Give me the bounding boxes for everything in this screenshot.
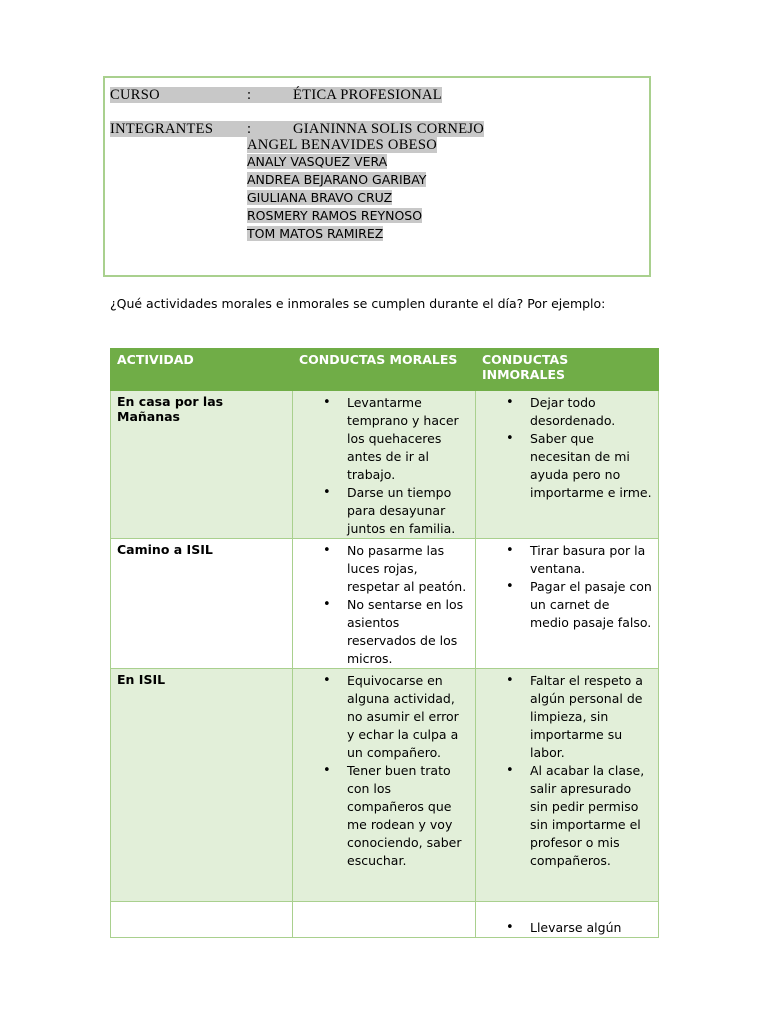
member-row <box>247 226 383 242</box>
table-row <box>111 902 659 938</box>
member-row <box>247 190 392 206</box>
member-name: TOM MATOS RAMIREZ <box>247 226 384 241</box>
member-row <box>247 172 426 188</box>
member-name: ROSMERY RAMOS REYNOSO <box>247 208 423 223</box>
list-item: • Dejar todo desordenado. <box>476 394 652 430</box>
member-name: GIULIANA BRAVO CRUZ <box>247 190 393 205</box>
integrantes-row <box>110 121 484 137</box>
activity-cell: En ISIL <box>111 669 293 902</box>
member-name: GIANINNA SOLIS CORNEJO <box>293 121 485 137</box>
list-item: • Saber que necesitan de mi ayuda pero no importarme e irme. <box>476 430 652 502</box>
member-name: ANGEL BENAVIDES OBESO <box>247 137 437 153</box>
immoral-cell <box>476 391 659 539</box>
header-conductas-inmorales: CONDUCTAS INMORALES <box>476 349 659 391</box>
member-row <box>247 208 422 224</box>
activities-table <box>110 348 659 938</box>
curso-label: CURSO <box>110 87 247 103</box>
list-item: • Llevarse algún <box>476 919 652 937</box>
curso-row <box>110 87 442 103</box>
table-row <box>111 539 659 669</box>
member-name: ANDREA BEJARANO GARIBAY <box>247 172 427 187</box>
activity-cell: Camino a ISIL <box>111 539 293 669</box>
member-row <box>247 154 387 170</box>
activity-cell: En casa por las Mañanas <box>111 391 293 539</box>
curso-value: ÉTICA PROFESIONAL <box>293 87 442 103</box>
member-name: ANALY VASQUEZ VERA <box>247 154 388 169</box>
question-text: ¿Qué actividades morales e inmorales se cumplen durante el día? Por ejemplo: <box>110 296 606 311</box>
activity-cell <box>111 902 293 938</box>
integrantes-separator: : <box>247 121 293 137</box>
moral-cell <box>293 902 476 938</box>
immoral-cell <box>476 539 659 669</box>
list-item: • Tener buen trato con los compañeros que me rodean y voy conociendo, saber escuchar. <box>293 762 469 870</box>
curso-separator: : <box>247 87 293 103</box>
list-item: • No pasarme las luces rojas, respetar al peatón. <box>293 542 469 596</box>
member-row <box>247 137 437 153</box>
list-item: • Equivocarse en alguna actividad, no asumir el error y echar la culpa a un compañero. <box>293 672 469 762</box>
header-actividad: ACTIVIDAD <box>111 349 293 391</box>
list-item: • Faltar el respeto a algún personal de limpieza, sin importarme su labor. <box>476 672 652 762</box>
moral-cell <box>293 391 476 539</box>
header-conductas-morales: CONDUCTAS MORALES <box>293 349 476 391</box>
table-row <box>111 669 659 902</box>
list-item: • No sentarse en los asientos reservados de los micros. <box>293 596 469 668</box>
integrantes-label: INTEGRANTES <box>110 121 247 137</box>
list-item: • Tirar basura por la ventana. <box>476 542 652 578</box>
list-item: • Pagar el pasaje con un carnet de medio pasaje falso. <box>476 578 652 632</box>
immoral-cell <box>476 669 659 902</box>
table-row <box>111 391 659 539</box>
immoral-cell <box>476 902 659 938</box>
list-item: • Darse un tiempo para desayunar juntos en familia. <box>293 484 469 538</box>
moral-cell <box>293 539 476 669</box>
moral-cell <box>293 669 476 902</box>
list-item: • Levantarme temprano y hacer los quehaceres antes de ir al trabajo. <box>293 394 469 484</box>
table-header-row <box>111 349 659 391</box>
list-item: • Al acabar la clase, salir apresurado sin pedir permiso sin importarme el profesor o mis compañeros. <box>476 762 652 870</box>
